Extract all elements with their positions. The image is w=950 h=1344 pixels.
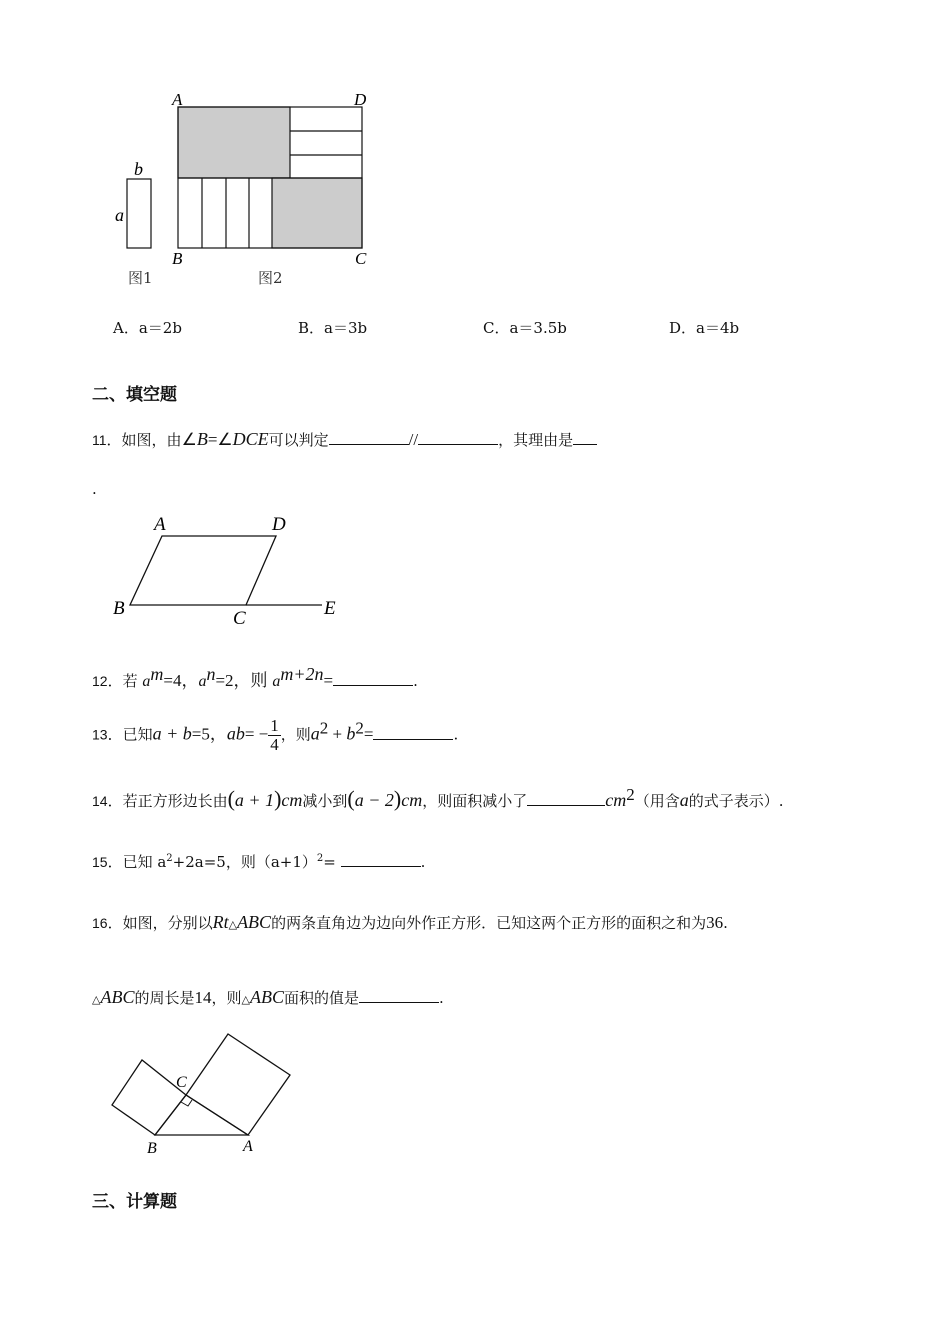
svg-text:A: A <box>154 514 166 535</box>
svg-text:E: E <box>324 598 336 619</box>
question-11: 11．如图，由∠B=∠DCE可以判定 // ，其理由是 <box>92 428 597 450</box>
blank-11c[interactable] <box>573 428 597 445</box>
option-c[interactable]: C．a＝3.5b <box>483 319 567 337</box>
svg-text:C: C <box>176 1074 187 1091</box>
fig2-label-D: D <box>354 90 367 109</box>
question-16-line2: △ABC的周长是14，则△ABC面积的值是 . <box>92 987 444 1007</box>
blank-12[interactable] <box>333 669 413 686</box>
option-d[interactable]: D．a＝4b <box>669 319 740 337</box>
svg-text:B: B <box>147 1140 157 1157</box>
option-b[interactable]: B．a＝3b <box>298 319 368 337</box>
fig2-label-A: A <box>172 90 183 109</box>
fig2-shade-bottom-right <box>272 178 362 248</box>
svg-text:A: A <box>243 1138 253 1155</box>
blank-16[interactable] <box>359 986 439 1003</box>
fig2-shade-top-left <box>178 107 290 178</box>
fig2-label-C: C <box>355 249 367 268</box>
figure-q16 <box>100 1025 310 1160</box>
fraction-one-quarter: $\frac{1}{4}$ <box>270 716 279 754</box>
svg-text:D: D <box>272 514 286 535</box>
question-14: 14．若正方形边长由(a + 1)cm减小到(a − 2)cm，则面积减小了 $cm^2$（用含a的式子表示）. <box>92 785 784 811</box>
blank-11b[interactable] <box>418 428 498 445</box>
fig1-caption: 图1 <box>128 269 153 287</box>
blank-11a[interactable] <box>329 428 409 445</box>
svg-text:C: C <box>233 608 246 629</box>
fig1-rect <box>127 179 151 248</box>
question-15: 15．已知 $a^2+2a=5$，则$(a+1)^2=$ . <box>92 850 425 872</box>
question-12: 12．若 $a^m=4$，$a^n=2$，则 $a^{m+2n}=$ . <box>92 664 418 690</box>
section-calc-heading: 三、计算题 <box>92 1192 177 1212</box>
fig1-label-b: b <box>134 159 143 179</box>
question-16-line1: 16．如图，分别以Rt△ABC的两条直角边为边向外作正方形．已知这两个正方形的面积之和为36. <box>92 912 728 932</box>
blank-15[interactable] <box>341 850 421 867</box>
section-fill-in-heading: 二、填空题 <box>92 385 177 405</box>
fig1-label-a: a <box>115 205 124 225</box>
figure-q11 <box>100 505 360 630</box>
blank-13[interactable] <box>373 723 453 740</box>
option-a[interactable]: A．a＝2b <box>113 319 182 337</box>
figure-1-2 <box>0 0 950 300</box>
question-13: 13．已知a + b=5，ab= − $\frac{1}{4}$ ，则$a^2 + b^2=$ . <box>92 716 459 754</box>
fig2-caption: 图2 <box>258 269 283 287</box>
fig2-label-B: B <box>172 249 183 268</box>
svg-text:B: B <box>113 598 125 619</box>
blank-14[interactable] <box>527 789 605 806</box>
question-11-end: . <box>92 480 97 498</box>
